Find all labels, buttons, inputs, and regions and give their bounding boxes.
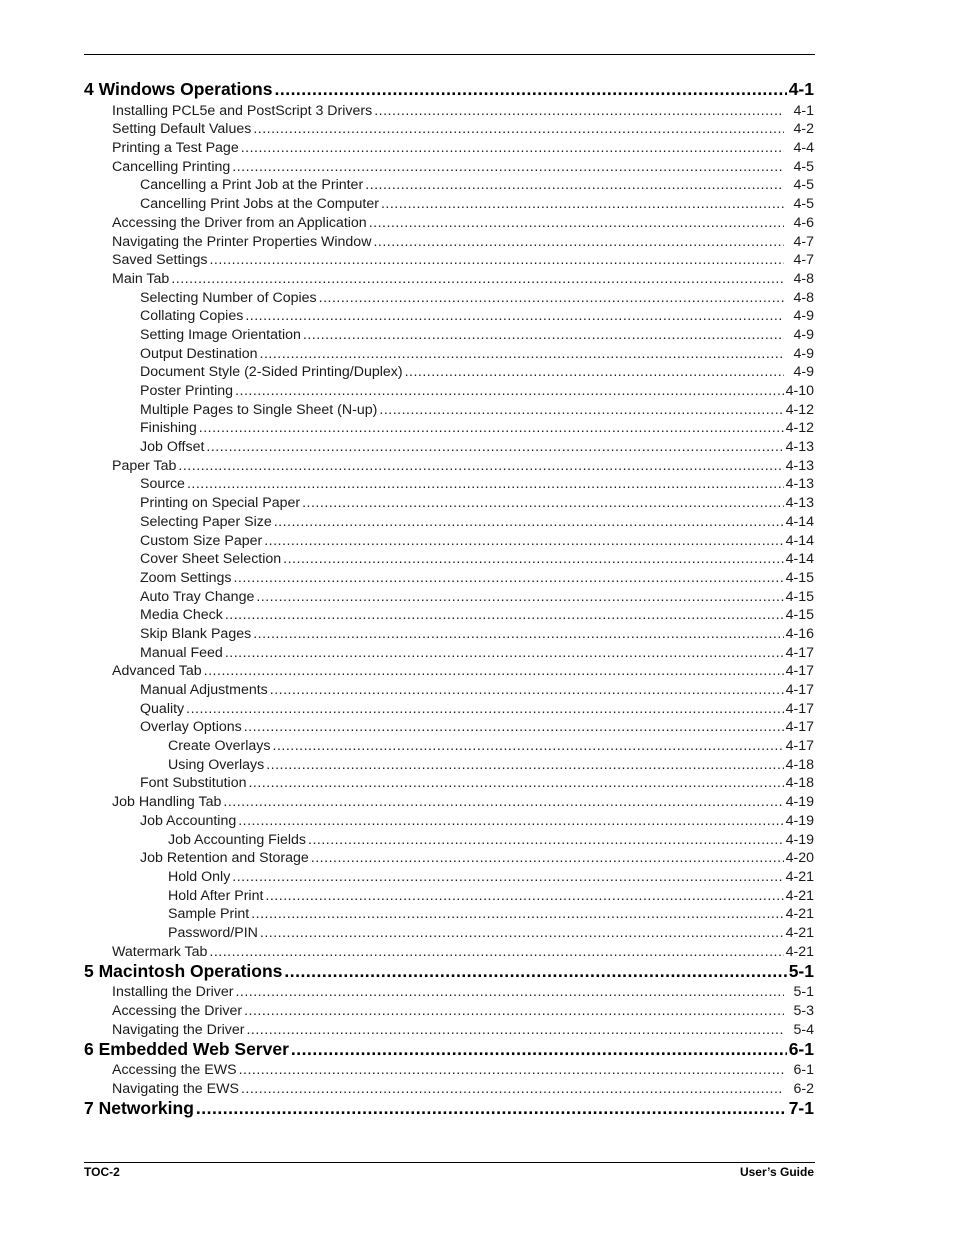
toc-entry[interactable] — [84, 231, 814, 250]
toc-entry[interactable] — [84, 567, 814, 586]
toc-entry-title: 7 Networking — [84, 1098, 194, 1119]
dot-leader — [187, 476, 784, 492]
toc-entry-title: Media Check — [140, 607, 223, 624]
toc-entry-title: Sample Print — [168, 906, 250, 923]
toc-entry[interactable] — [84, 137, 814, 156]
toc-entry-page: 4-21 — [785, 868, 814, 885]
toc-entry[interactable] — [84, 623, 814, 642]
toc-entry-title: Cover Sheet Selection — [140, 551, 282, 568]
toc-entry-page: 4-1 — [793, 102, 814, 119]
toc-entry-page: 4-20 — [785, 850, 814, 867]
toc-entry[interactable] — [84, 661, 814, 680]
toc-entry[interactable] — [84, 511, 814, 530]
dot-leader — [284, 961, 786, 982]
toc-entry-title: Job Offset — [140, 439, 205, 456]
toc-entry-page: 4-16 — [785, 625, 814, 642]
toc-entry[interactable] — [84, 1060, 814, 1079]
table-of-contents — [84, 78, 814, 1119]
dot-leader — [204, 663, 784, 679]
toc-entry-page: 4-18 — [785, 756, 814, 773]
toc-entry-title: Password/PIN — [168, 924, 258, 941]
toc-entry-page: 4-13 — [785, 476, 814, 493]
dot-leader — [256, 589, 783, 605]
toc-entry[interactable] — [84, 922, 814, 941]
toc-entry[interactable] — [84, 492, 814, 511]
toc-entry-title: Advanced Tab — [112, 663, 202, 680]
toc-entry[interactable] — [84, 941, 814, 960]
dot-leader — [373, 234, 784, 250]
toc-entry-title: Finishing — [140, 420, 197, 437]
toc-entry-title: Job Accounting — [140, 812, 237, 829]
toc-entry-title: 6 Embedded Web Server — [84, 1038, 289, 1059]
dot-leader — [241, 1081, 784, 1097]
toc-entry-title: Zoom Settings — [140, 569, 232, 586]
toc-entry-title: Poster Printing — [140, 383, 234, 399]
toc-entry[interactable] — [84, 904, 814, 923]
toc-entry-page: 4-14 — [785, 532, 814, 549]
toc-entry-page: 4-21 — [785, 906, 814, 923]
dot-leader — [209, 252, 784, 268]
dot-leader — [253, 626, 783, 642]
dot-leader — [244, 719, 784, 735]
toc-entry-title: Job Retention and Storage — [140, 850, 309, 867]
toc-entry[interactable] — [84, 848, 814, 867]
toc-entry[interactable] — [84, 175, 814, 194]
toc-entry-page: 5-1 — [793, 984, 814, 1001]
toc-entry[interactable] — [84, 586, 814, 605]
toc-entry[interactable] — [84, 100, 814, 119]
dot-leader — [365, 177, 784, 193]
toc-entry[interactable] — [84, 1019, 814, 1038]
dot-leader — [186, 701, 783, 717]
toc-entry[interactable] — [84, 268, 814, 287]
toc-entry-page: 5-3 — [793, 1003, 814, 1019]
toc-entry[interactable] — [84, 866, 814, 885]
toc-entry[interactable] — [84, 791, 814, 810]
toc-entry-title: Manual Adjustments — [140, 682, 268, 698]
dot-leader — [223, 794, 783, 810]
toc-entry[interactable] — [84, 982, 814, 1001]
toc-entry-title: Hold Only — [168, 868, 231, 885]
dot-leader — [311, 850, 784, 866]
toc-entry-title: Main Tab — [112, 270, 170, 287]
dot-leader — [369, 215, 784, 231]
toc-entry-title: Installing the Driver — [112, 984, 234, 1001]
toc-entry-title: 5 Macintosh Operations — [84, 960, 283, 981]
toc-entry-title: Watermark Tab — [112, 943, 208, 960]
toc-entry-title: Navigating the EWS — [112, 1081, 239, 1098]
dot-leader — [266, 757, 783, 773]
toc-entry[interactable] — [84, 642, 814, 661]
toc-entry-title: 4 Windows Operations — [84, 79, 273, 99]
toc-entry-page: 5-4 — [793, 1021, 814, 1038]
dot-leader — [274, 514, 784, 530]
toc-entry[interactable] — [84, 885, 814, 904]
toc-entry-page: 4-14 — [785, 513, 814, 530]
dot-leader — [171, 271, 784, 287]
toc-entry[interactable] — [84, 418, 814, 437]
toc-entry-page: 4-9 — [793, 326, 814, 343]
toc-entry-title: Skip Blank Pages — [140, 625, 252, 642]
dot-leader — [232, 159, 784, 175]
toc-chapter-entry[interactable] — [84, 78, 814, 100]
toc-entry-page: 4-13 — [785, 439, 814, 456]
dot-leader — [246, 1022, 784, 1038]
toc-entry[interactable] — [84, 810, 814, 829]
toc-entry-title: Installing PCL5e and PostScript 3 Drivers — [112, 102, 373, 119]
dot-leader — [244, 1003, 784, 1019]
toc-entry[interactable] — [84, 1000, 814, 1019]
toc-entry-title: Saved Settings — [112, 252, 208, 269]
toc-entry-page: 4-18 — [785, 775, 814, 792]
toc-entry[interactable] — [84, 156, 814, 175]
toc-entry[interactable] — [84, 455, 814, 474]
toc-entry[interactable] — [84, 436, 814, 455]
dot-leader — [233, 570, 783, 586]
toc-entry-title: Document Style (2-Sided Printing/Duplex) — [140, 364, 403, 381]
dot-leader — [265, 888, 783, 904]
toc-entry-title: Navigating the Printer Properties Window — [112, 233, 372, 250]
footer-page-label: TOC-2 — [84, 1165, 120, 1179]
toc-entry-page: 6-2 — [793, 1081, 814, 1098]
toc-entry-title: Printing on Special Paper — [140, 495, 301, 512]
toc-entry[interactable] — [84, 549, 814, 568]
toc-entry-page: 4-15 — [785, 607, 814, 624]
toc-entry-page: 4-13 — [785, 495, 814, 512]
toc-entry[interactable] — [84, 474, 814, 493]
dot-leader — [206, 439, 783, 455]
toc-entry-page: 4-12 — [785, 401, 814, 418]
dot-leader — [379, 402, 783, 418]
toc-entry-title: Cancelling Print Jobs at the Computer — [140, 196, 379, 213]
toc-entry-title: Setting Image Orientation — [140, 326, 301, 343]
toc-chapter-entry[interactable] — [84, 1038, 814, 1060]
toc-entry-page: 4-2 — [793, 121, 814, 138]
dot-leader — [196, 1098, 787, 1119]
toc-entry-title: Quality — [140, 700, 185, 717]
toc-entry-page: 4-17 — [785, 719, 814, 736]
toc-entry-page: 4-17 — [785, 682, 814, 698]
dot-leader — [405, 364, 784, 380]
toc-entry-page: 4-10 — [785, 383, 814, 399]
toc-entry-title: Navigating the Driver — [112, 1021, 245, 1038]
toc-entry-title: Cancelling Printing — [112, 158, 231, 175]
dot-leader — [225, 607, 784, 623]
toc-entry[interactable] — [84, 754, 814, 773]
toc-entry-title: Collating Copies — [140, 308, 244, 325]
toc-entry-title: Cancelling a Print Job at the Printer — [140, 177, 364, 194]
toc-entry-title: Font Substitution — [140, 775, 247, 792]
toc-entry-page: 4-19 — [785, 831, 814, 848]
toc-entry-title: Selecting Number of Copies — [140, 289, 317, 306]
dot-leader — [283, 551, 783, 567]
toc-entry-title: Create Overlays — [168, 738, 271, 755]
toc-entry-page: 4-17 — [785, 663, 814, 680]
toc-entry-title: Paper Tab — [112, 457, 177, 474]
toc-entry-page: 4-1 — [788, 79, 814, 99]
toc-entry-page: 4-7 — [793, 233, 814, 250]
dot-leader — [199, 420, 784, 436]
toc-entry-page: 4-7 — [793, 252, 814, 269]
toc-entry-page: 4-8 — [793, 289, 814, 306]
toc-entry-title: Accessing the EWS — [112, 1062, 237, 1079]
toc-entry[interactable] — [84, 698, 814, 717]
dot-leader — [308, 832, 784, 848]
toc-entry-page: 4-15 — [785, 569, 814, 586]
toc-entry-page: 4-17 — [785, 700, 814, 717]
toc-entry-title: Multiple Pages to Single Sheet (N-up) — [140, 401, 378, 418]
footer-rule — [84, 1162, 815, 1163]
dot-leader — [209, 944, 783, 960]
toc-entry[interactable] — [84, 119, 814, 138]
toc-entry-page: 6-1 — [788, 1038, 814, 1059]
toc-entry[interactable] — [84, 287, 814, 306]
toc-entry[interactable] — [84, 380, 814, 399]
dot-leader — [235, 383, 784, 399]
header-rule — [84, 54, 815, 55]
dot-leader — [274, 79, 786, 100]
toc-entry-title: Hold After Print — [168, 887, 264, 904]
dot-leader — [248, 775, 783, 791]
toc-entry[interactable] — [84, 212, 814, 231]
toc-entry-page: 4-8 — [793, 270, 814, 287]
dot-leader — [232, 869, 783, 885]
toc-entry-title: Selecting Paper Size — [140, 513, 272, 530]
dot-leader — [225, 645, 784, 661]
dot-leader — [303, 327, 784, 343]
toc-entry-page: 4-9 — [793, 345, 814, 362]
toc-entry-title: Job Accounting Fields — [168, 831, 307, 848]
dot-leader — [239, 1062, 784, 1078]
toc-entry-page: 4-21 — [785, 943, 814, 960]
toc-entry-page: 4-15 — [785, 588, 814, 605]
dot-leader — [241, 140, 784, 156]
toc-entry[interactable] — [84, 193, 814, 212]
dot-leader — [235, 984, 784, 1000]
toc-entry-page: 5-1 — [788, 960, 814, 981]
dot-leader — [245, 308, 784, 324]
dot-leader — [302, 495, 783, 511]
toc-entry[interactable] — [84, 362, 814, 381]
dot-leader — [270, 682, 784, 698]
toc-entry[interactable] — [84, 343, 814, 362]
dot-leader — [291, 1039, 787, 1060]
toc-entry[interactable] — [84, 324, 814, 343]
toc-entry[interactable] — [84, 306, 814, 325]
toc-entry[interactable] — [84, 717, 814, 736]
dot-leader — [178, 458, 783, 474]
toc-entry[interactable] — [84, 735, 814, 754]
toc-entry-page: 4-5 — [793, 158, 814, 175]
toc-entry[interactable] — [84, 399, 814, 418]
toc-entry-title: Accessing the Driver from an Application — [112, 214, 367, 231]
toc-entry-page: 6-1 — [793, 1062, 814, 1079]
toc-entry-page: 7-1 — [788, 1098, 814, 1119]
dot-leader — [251, 906, 783, 922]
toc-entry-page: 4-19 — [785, 812, 814, 829]
toc-entry-title: Auto Tray Change — [140, 588, 255, 605]
toc-chapter-entry[interactable] — [84, 960, 814, 982]
toc-entry-title: Overlay Options — [140, 719, 242, 736]
toc-entry-page: 4-4 — [793, 140, 814, 157]
toc-entry[interactable] — [84, 1078, 814, 1097]
toc-chapter-entry[interactable] — [84, 1097, 814, 1119]
dot-leader — [238, 813, 783, 829]
toc-entry[interactable] — [84, 679, 814, 698]
toc-entry-page: 4-12 — [785, 420, 814, 437]
toc-entry-title: Setting Default Values — [112, 121, 252, 138]
toc-entry-page: 4-9 — [793, 308, 814, 325]
toc-entry[interactable] — [84, 530, 814, 549]
dot-leader — [253, 121, 784, 137]
dot-leader — [260, 925, 784, 941]
toc-entry-page: 4-17 — [785, 738, 814, 755]
toc-entry-title: Using Overlays — [168, 756, 265, 773]
toc-entry-page: 4-17 — [785, 644, 814, 661]
toc-entry-title: Job Handling Tab — [112, 794, 222, 811]
dot-leader — [273, 738, 784, 754]
dot-leader — [260, 346, 784, 362]
toc-entry-title: Custom Size Paper — [140, 532, 263, 549]
toc-entry-page: 4-5 — [793, 177, 814, 194]
toc-entry-page: 4-5 — [793, 196, 814, 213]
toc-entry-title: Accessing the Driver — [112, 1003, 243, 1019]
toc-entry-title: Printing a Test Page — [112, 140, 239, 157]
toc-entry[interactable] — [84, 250, 814, 269]
toc-entry-page: 4-21 — [785, 887, 814, 904]
toc-entry[interactable] — [84, 605, 814, 624]
dot-leader — [374, 103, 784, 119]
toc-entry-page: 4-13 — [785, 457, 814, 474]
toc-entry-page: 4-14 — [785, 551, 814, 568]
toc-entry-page: 4-9 — [793, 364, 814, 381]
dot-leader — [264, 533, 783, 549]
toc-entry-page: 4-6 — [793, 214, 814, 231]
dot-leader — [381, 196, 784, 212]
toc-entry[interactable] — [84, 773, 814, 792]
toc-entry-page: 4-21 — [785, 924, 814, 941]
toc-entry-title: Source — [140, 476, 185, 493]
toc-entry-page: 4-19 — [785, 794, 814, 811]
toc-entry-title: Manual Feed — [140, 644, 223, 661]
toc-entry-title: Output Destination — [140, 345, 258, 362]
toc-entry[interactable] — [84, 829, 814, 848]
dot-leader — [319, 290, 784, 306]
footer-guide-title: User’s Guide — [739, 1165, 814, 1179]
